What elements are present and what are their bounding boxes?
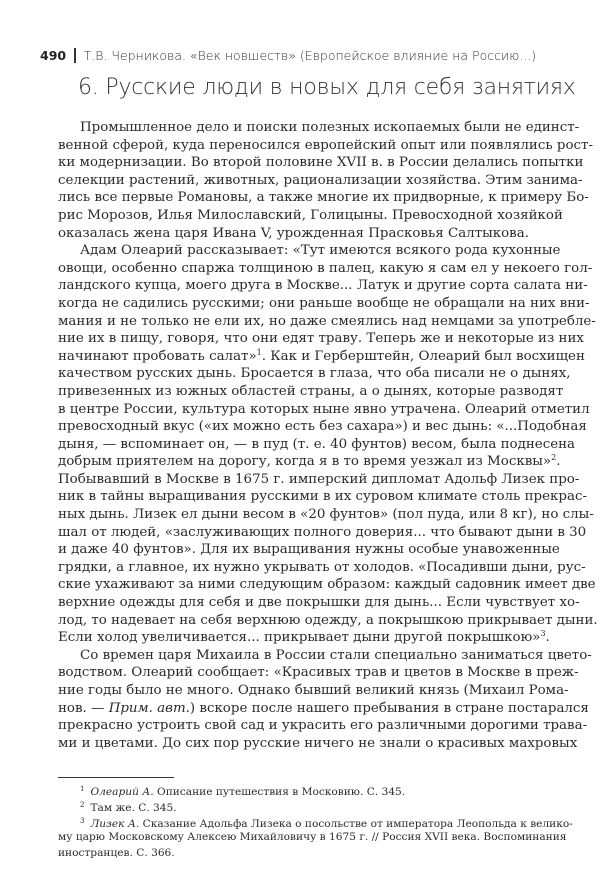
text-line bbox=[58, 260, 593, 278]
text-run: Описание путешествия в Московию. С. 345. bbox=[153, 786, 406, 798]
footnote-ref[interactable]: 2 bbox=[551, 453, 557, 463]
text-run: ных дынь. Лизек ел дыни весом в «20 фунтов» (пол пуда, или 8 кг), но слы- bbox=[58, 507, 594, 523]
text-run: венной сферой, куда переносился европейский опыт или появлялись рост- bbox=[58, 137, 593, 153]
text-line bbox=[58, 313, 596, 331]
text-run: когда не садились русскими; они раньше вообще не обращали на них вни- bbox=[58, 295, 590, 311]
text-line bbox=[58, 401, 590, 419]
body-text bbox=[58, 119, 598, 752]
text-line bbox=[58, 629, 548, 647]
text-run: рис Морозов, Илья Милославский, Голицыны. Превосходной хозяйкой bbox=[58, 207, 563, 223]
text-line bbox=[58, 664, 579, 682]
footnotes bbox=[58, 781, 573, 861]
text-run: мания и не только не ели их, но даже смеялись над немцами за употребле- bbox=[58, 313, 596, 329]
text-line bbox=[58, 347, 585, 366]
text-run: ми и цветами. До сих пор русские ничего не знали о красивых махровых bbox=[58, 735, 578, 751]
text-run: му царю Московскому Алексею Михайловичу в 1675 г. // Россия XVII века. Воспоминания bbox=[58, 831, 567, 843]
text-run: дыня, — вспоминает он, — в пуд (т. е. 40 фунтов) весом, была поднесена bbox=[58, 436, 576, 452]
text-run: ние их в пищу, говоря, что они едят траву. Теперь же и некоторые из них bbox=[58, 331, 584, 347]
text-run: в центре России, культура которых ныне явно утрачена. Олеарий отметил bbox=[58, 401, 590, 417]
text-line bbox=[58, 717, 588, 735]
text-line bbox=[58, 295, 590, 313]
text-line bbox=[58, 154, 584, 172]
text-line bbox=[58, 682, 569, 700]
text-run: шал от людей, «заслуживающих полного доверия... что бывают дыни в 30 bbox=[58, 524, 587, 540]
text-run: Побывавший в Москве в 1675 г. имперский дипломат Адольф Лизек про- bbox=[58, 471, 580, 487]
text-line bbox=[58, 506, 594, 524]
text-run: Промышленное дело и поиски полезных ископаемых были не единст- bbox=[80, 120, 580, 135]
footnote-line bbox=[58, 781, 548, 797]
text-line bbox=[58, 137, 593, 155]
text-line bbox=[58, 576, 596, 594]
header-divider bbox=[74, 48, 76, 63]
text-run: ландского купца, моего друга в Москве... Латук и другие сорта салата ни- bbox=[58, 278, 588, 294]
text-run: качеством русских дынь. Бросается в глаза, что оба писали не о дынях, bbox=[58, 366, 571, 382]
text-line bbox=[58, 330, 584, 348]
text-run: ние годы было не много. Однако бывший великий князь (Михаил Рома- bbox=[58, 683, 569, 698]
text-line bbox=[58, 700, 589, 718]
text-run: лод, то надевает на себя верхнюю одежду, а покрышкою прикрывает дыни. bbox=[58, 612, 598, 628]
text-run: водством. Олеарий сообщает: «Красивых трав и цветов в Москве в преж- bbox=[58, 665, 579, 681]
text-run: ские ухаживают за ними следующим образом: каждый садовник имеет две bbox=[58, 577, 596, 593]
footnote-line bbox=[58, 829, 567, 845]
text-line bbox=[58, 436, 576, 454]
text-line bbox=[58, 119, 580, 137]
text-run: . bbox=[545, 630, 550, 646]
text-run: прекрасно устроить свой сад и украсить его различными дорогими трава- bbox=[58, 718, 588, 734]
text-line bbox=[58, 207, 563, 225]
text-run: . Как и Герберштейн, Олеарий был восхищен bbox=[261, 348, 585, 364]
footnote-number: 2 bbox=[80, 801, 85, 809]
text-run: лись все первые Романовы, а также многие их придворные, к примеру Бо- bbox=[58, 190, 589, 206]
text-line bbox=[58, 172, 583, 190]
text-run: привезенных из южных областей страны, а о дынях, которые разводят bbox=[58, 383, 564, 399]
text-line bbox=[58, 365, 571, 383]
text-run: превосходный вкус («их можно есть без сахара») и вес дынь: «...Подобная bbox=[58, 419, 587, 435]
text-line bbox=[58, 225, 548, 243]
footnote-ref[interactable]: 1 bbox=[256, 347, 262, 357]
text-line bbox=[58, 594, 580, 612]
text-run: Прим. авт. bbox=[108, 700, 190, 716]
footnote-line bbox=[58, 813, 573, 830]
text-line bbox=[58, 541, 560, 559]
text-run: начинают пробовать салат» bbox=[58, 348, 257, 364]
text-line bbox=[58, 735, 578, 753]
text-run: ) вскоре после нашего пребывания в стране постарался bbox=[189, 700, 589, 716]
running-header bbox=[40, 48, 536, 63]
text-run: Со времен царя Михаила в России стали специально заниматься цвето- bbox=[80, 647, 592, 663]
text-run: верхние одежды для себя и две покрышки для дынь... Если чувствует хо- bbox=[58, 595, 580, 611]
text-run: Там же. С. 345. bbox=[90, 802, 177, 814]
text-line bbox=[58, 277, 588, 295]
text-run: добрым приятелем на дорогу, когда я в то время уезжал из Москвы» bbox=[58, 454, 552, 470]
text-line bbox=[58, 418, 587, 436]
footnote-line bbox=[58, 797, 548, 813]
text-run: оказалась жена царя Ивана V, урожденная Прасковья Салтыкова. bbox=[58, 225, 529, 241]
running-title: Т.В. Черникова. «Век новшеств» (Европейское влияние на Россию...) bbox=[83, 48, 537, 63]
text-line bbox=[58, 242, 561, 260]
footnote-rule bbox=[58, 777, 174, 778]
text-line bbox=[58, 524, 587, 542]
text-run: грядки, а главное, их нужно укрывать от холодов. «Посадивши дыни, рус- bbox=[58, 559, 586, 575]
text-run: ки модернизации. Во второй половине XVII в. в России делались попытки bbox=[58, 155, 584, 171]
text-line bbox=[58, 383, 564, 401]
footnote-ref[interactable]: 3 bbox=[540, 629, 546, 639]
footnote-number: 1 bbox=[80, 785, 85, 793]
text-line bbox=[58, 612, 598, 630]
text-run: и даже 40 фунтов». Для их выращивания нужны особые унавоженные bbox=[58, 542, 560, 558]
text-line bbox=[58, 471, 580, 489]
footnote-number: 3 bbox=[80, 817, 85, 825]
text-line bbox=[58, 647, 592, 665]
text-run: нов. — bbox=[58, 700, 109, 716]
text-run: Лизек А. bbox=[90, 818, 140, 830]
text-run: Адам Олеарий рассказывает: «Тут имеются всякого рода кухонные bbox=[80, 243, 561, 259]
text-line bbox=[58, 189, 589, 207]
text-run: овощи, особенно спаржа толщиною в палец, какую я сам ел у некоего гол- bbox=[58, 260, 593, 276]
text-run: . bbox=[556, 454, 561, 470]
text-run: селекции растений, животных, рационализации хозяйства. Этим занима- bbox=[58, 172, 583, 188]
text-run: Сказание Адольфа Лизека о посольстве от императора Леопольда к велико- bbox=[139, 818, 573, 830]
text-line bbox=[58, 559, 586, 577]
text-run: иностранцев. С. 366. bbox=[58, 847, 175, 859]
page-number: 490 bbox=[40, 48, 67, 63]
text-run: Олеарий А. bbox=[90, 786, 154, 798]
footnote-line bbox=[58, 845, 548, 861]
text-line bbox=[58, 488, 587, 506]
text-run: Если холод увеличивается... прикрывает дыни другой покрышкою» bbox=[58, 630, 541, 646]
section-title: 6. Русские люди в новых для себя занятиях bbox=[78, 75, 576, 100]
text-run: ник в тайны выращивания русскими в их суровом климате столь прекрас- bbox=[58, 489, 587, 505]
text-line bbox=[58, 453, 561, 471]
